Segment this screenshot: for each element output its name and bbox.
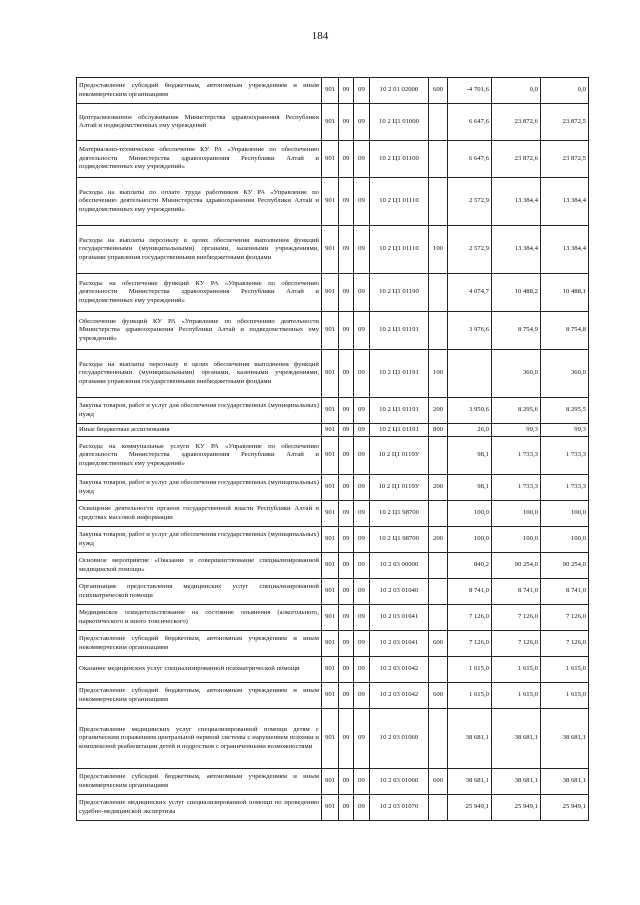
row-description: Закупка товаров, работ и услуг для обеспечения государственных (муниципальных) нужд: [77, 398, 322, 424]
row-description: Закупка товаров, работ и услуг для обеспечения государственных (муниципальных) нужд: [77, 527, 322, 553]
row-description: Предоставление субсидий бюджетным, автономным учреждениям и иным некоммерческим организациям: [77, 683, 322, 709]
row-section-code: 09: [339, 350, 354, 398]
row-target-article: 10 2 03 01040: [370, 579, 429, 605]
row-amount-3: 8 741,0: [541, 579, 589, 605]
row-amount-1: 98,1: [448, 437, 492, 475]
table-row: [77, 78, 589, 104]
row-target-article: 10 2 03 01060: [370, 769, 429, 795]
row-amount-1: 8 741,0: [448, 579, 492, 605]
row-target-article: 10 2 03 01070: [370, 795, 429, 821]
row-target-article: 10 2 03 01041: [370, 605, 429, 631]
row-amount-3: 1 733,3: [541, 437, 589, 475]
row-grbs-code: 901: [322, 437, 339, 475]
row-subsection-code: 09: [354, 527, 370, 553]
row-grbs-code: 901: [322, 78, 339, 104]
row-description: Расходы на выплаты по оплате труда работников КУ РА «Управление по обеспечению деятельности Министерства здравоохранения Республики Алтай и подведомственных ему учреждений»: [77, 178, 322, 226]
row-description: Предоставление субсидий бюджетным, автономным учреждениям и иным некоммерческим организациям: [77, 769, 322, 795]
row-amount-2: 25 949,1: [492, 795, 541, 821]
row-subsection-code: 09: [354, 769, 370, 795]
page-number: 184: [311, 30, 329, 42]
row-expense-type: [429, 312, 448, 350]
row-subsection-code: 09: [354, 553, 370, 579]
table-row: [77, 501, 589, 527]
row-amount-1: 3 950,6: [448, 398, 492, 424]
row-amount-1: 98,1: [448, 475, 492, 501]
row-amount-3: 8 295,5: [541, 398, 589, 424]
row-section-code: 09: [339, 657, 354, 683]
row-target-article: 10 2 Ц1 01190: [370, 274, 429, 312]
row-amount-2: 8 754,9: [492, 312, 541, 350]
row-subsection-code: 09: [354, 631, 370, 657]
row-amount-2: 0,0: [492, 78, 541, 104]
table-row: [77, 141, 589, 178]
row-subsection-code: 09: [354, 683, 370, 709]
row-description: Предоставление медицинских услуг специализированной помощи по проведению судебно-медицинской экспертизы: [77, 795, 322, 821]
row-amount-2: 1 733,3: [492, 437, 541, 475]
row-section-code: 09: [339, 631, 354, 657]
row-grbs-code: 901: [322, 605, 339, 631]
row-description: Медицинское освидетельствование на состояние опьянения (алкогольного, наркотического и иного токсического): [77, 605, 322, 631]
row-amount-1: 100,0: [448, 501, 492, 527]
row-description: Оказание медицинских услуг специализированной психиатрической помощи: [77, 657, 322, 683]
row-description: Основное мероприятие «Оказание и совершенствование специализированной медицинской помощи»: [77, 553, 322, 579]
row-expense-type: 600: [429, 631, 448, 657]
table-row: [77, 398, 589, 424]
row-section-code: 09: [339, 312, 354, 350]
row-grbs-code: 901: [322, 178, 339, 226]
row-section-code: 09: [339, 437, 354, 475]
row-target-article: 10 2 03 00000: [370, 553, 429, 579]
row-expense-type: 200: [429, 475, 448, 501]
row-subsection-code: 09: [354, 657, 370, 683]
row-grbs-code: 901: [322, 795, 339, 821]
row-expense-type: 100: [429, 226, 448, 274]
row-amount-2: 1 615,0: [492, 657, 541, 683]
table-row: [77, 104, 589, 141]
row-amount-2: 23 872,6: [492, 104, 541, 141]
row-amount-1: [448, 350, 492, 398]
table-row: [77, 226, 589, 274]
row-amount-2: 13 384,4: [492, 178, 541, 226]
row-amount-3: 23 872,5: [541, 104, 589, 141]
table-row: [77, 709, 589, 769]
row-amount-2: 38 681,1: [492, 769, 541, 795]
row-amount-2: 13 384,4: [492, 226, 541, 274]
row-grbs-code: 901: [322, 398, 339, 424]
row-grbs-code: 901: [322, 226, 339, 274]
table-row: [77, 683, 589, 709]
row-target-article: 10 2 01 02000: [370, 78, 429, 104]
row-subsection-code: 09: [354, 104, 370, 141]
row-expense-type: 600: [429, 78, 448, 104]
row-amount-1: 100,0: [448, 527, 492, 553]
row-amount-3: 38 681,1: [541, 769, 589, 795]
table-row: [77, 553, 589, 579]
row-description: Централизованное обслуживание Министерства здравоохранения Республики Алтай и подведомственных ему учреждений: [77, 104, 322, 141]
row-subsection-code: 09: [354, 274, 370, 312]
row-section-code: 09: [339, 424, 354, 437]
row-section-code: 09: [339, 274, 354, 312]
row-section-code: 09: [339, 178, 354, 226]
row-expense-type: 600: [429, 683, 448, 709]
row-grbs-code: 901: [322, 553, 339, 579]
row-amount-1: 7 126,0: [448, 605, 492, 631]
row-amount-1: 25 949,1: [448, 795, 492, 821]
table-row: [77, 350, 589, 398]
row-description: Предоставление медицинских услуг специализированной помощи детям с органическим поражением центральной нервной системы с нарушением психики и комплексной реабилитации детей и подростков с ограниченными возможностями: [77, 709, 322, 769]
row-expense-type: [429, 795, 448, 821]
budget-table: [76, 77, 589, 821]
row-amount-1: 1 615,0: [448, 657, 492, 683]
row-grbs-code: 901: [322, 631, 339, 657]
row-amount-2: 23 872,6: [492, 141, 541, 178]
row-target-article: 10 2 03 01041: [370, 631, 429, 657]
row-amount-2: 1 615,0: [492, 683, 541, 709]
row-target-article: 10 2 Ц1 01191: [370, 398, 429, 424]
row-amount-2: 10 488,2: [492, 274, 541, 312]
row-subsection-code: 09: [354, 78, 370, 104]
row-amount-3: 1 615,0: [541, 683, 589, 709]
row-section-code: 09: [339, 709, 354, 769]
row-amount-1: 38 681,1: [448, 769, 492, 795]
row-expense-type: [429, 437, 448, 475]
row-amount-1: -4 701,6: [448, 78, 492, 104]
row-amount-1: 4 074,7: [448, 274, 492, 312]
row-expense-type: [429, 141, 448, 178]
row-grbs-code: 901: [322, 350, 339, 398]
row-section-code: 09: [339, 78, 354, 104]
row-amount-2: 38 681,1: [492, 709, 541, 769]
row-amount-3: 0,0: [541, 78, 589, 104]
row-expense-type: [429, 605, 448, 631]
row-amount-1: 6 647,6: [448, 104, 492, 141]
row-expense-type: [429, 178, 448, 226]
row-grbs-code: 901: [322, 312, 339, 350]
row-target-article: 10 2 03 01042: [370, 657, 429, 683]
row-amount-3: 25 949,1: [541, 795, 589, 821]
row-amount-1: 26,0: [448, 424, 492, 437]
row-description: Закупка товаров, работ и услуг для обеспечения государственных (муниципальных) нужд: [77, 475, 322, 501]
row-description: Расходы на обеспечение функций КУ РА «Управление по обеспечению деятельности Министерства здравоохранения Республики Алтай и подведомственных ему учреждений»: [77, 274, 322, 312]
row-expense-type: [429, 501, 448, 527]
row-section-code: 09: [339, 226, 354, 274]
row-grbs-code: 901: [322, 657, 339, 683]
row-amount-3: 10 488,1: [541, 274, 589, 312]
row-section-code: 09: [339, 605, 354, 631]
row-amount-1: 2 572,9: [448, 226, 492, 274]
row-expense-type: 600: [429, 769, 448, 795]
row-description: Материально-техническое обеспечение КУ РА «Управление по обеспечению деятельности Министерства здравоохранения Республики Алтай и подведомственных ему учреждений»: [77, 141, 322, 178]
row-amount-3: 1 733,3: [541, 475, 589, 501]
row-subsection-code: 09: [354, 605, 370, 631]
row-subsection-code: 09: [354, 709, 370, 769]
row-expense-type: 800: [429, 424, 448, 437]
row-target-article: 10 2 Ц1 98700: [370, 501, 429, 527]
row-amount-3: 38 681,1: [541, 709, 589, 769]
row-expense-type: [429, 709, 448, 769]
row-grbs-code: 901: [322, 475, 339, 501]
row-description: Организация предоставления медицинских услуг специализированной психиатрической помощи: [77, 579, 322, 605]
row-amount-1: 38 681,1: [448, 709, 492, 769]
row-amount-3: 8 754,8: [541, 312, 589, 350]
table-row: [77, 424, 589, 437]
table-row: [77, 437, 589, 475]
table-row: [77, 631, 589, 657]
row-subsection-code: 09: [354, 501, 370, 527]
row-description: Обеспечение функций КУ РА «Управление по обеспечению деятельности Министерства здравоохранения Республики Алтай и подведомственных ему учреждений»: [77, 312, 322, 350]
row-subsection-code: 09: [354, 398, 370, 424]
row-section-code: 09: [339, 501, 354, 527]
row-amount-2: 8 295,6: [492, 398, 541, 424]
row-expense-type: [429, 553, 448, 579]
row-target-article: 10 2 Ц1 0119У: [370, 437, 429, 475]
row-grbs-code: 901: [322, 769, 339, 795]
row-target-article: 10 2 Ц1 01191: [370, 424, 429, 437]
row-subsection-code: 09: [354, 141, 370, 178]
row-grbs-code: 901: [322, 527, 339, 553]
table-row: [77, 657, 589, 683]
row-description: Предоставление субсидий бюджетным, автономным учреждениям и иным некоммерческим организациям: [77, 78, 322, 104]
table-row: [77, 769, 589, 795]
row-amount-3: 23 872,5: [541, 141, 589, 178]
row-target-article: 10 2 Ц1 01191: [370, 350, 429, 398]
table-row: [77, 274, 589, 312]
row-amount-3: 100,0: [541, 527, 589, 553]
row-description: Предоставление субсидий бюджетным, автономным учреждениям и иным некоммерческим организациям: [77, 631, 322, 657]
row-expense-type: [429, 579, 448, 605]
row-amount-3: 7 126,0: [541, 605, 589, 631]
row-amount-3: 90 254,0: [541, 553, 589, 579]
row-amount-1: 6 647,6: [448, 141, 492, 178]
row-target-article: 10 2 03 01042: [370, 683, 429, 709]
row-description: Иные бюджетные ассигнования: [77, 424, 322, 437]
row-amount-1: 7 126,0: [448, 631, 492, 657]
row-section-code: 09: [339, 141, 354, 178]
row-target-article: 10 2 Ц1 01110: [370, 178, 429, 226]
row-section-code: 09: [339, 398, 354, 424]
row-amount-3: 13 384,4: [541, 226, 589, 274]
row-target-article: 10 2 Ц1 0119У: [370, 475, 429, 501]
row-amount-1: 3 976,6: [448, 312, 492, 350]
row-subsection-code: 09: [354, 350, 370, 398]
row-amount-2: 7 126,0: [492, 605, 541, 631]
row-section-code: 09: [339, 475, 354, 501]
table-row: [77, 178, 589, 226]
row-section-code: 09: [339, 769, 354, 795]
row-section-code: 09: [339, 104, 354, 141]
row-amount-2: 1 733,3: [492, 475, 541, 501]
row-section-code: 09: [339, 683, 354, 709]
row-subsection-code: 09: [354, 437, 370, 475]
budget-table-body: [77, 78, 589, 821]
row-amount-1: 2 572,9: [448, 178, 492, 226]
row-amount-3: 13 384,4: [541, 178, 589, 226]
table-row: [77, 527, 589, 553]
row-grbs-code: 901: [322, 104, 339, 141]
row-amount-3: 99,3: [541, 424, 589, 437]
row-amount-1: 840,2: [448, 553, 492, 579]
table-row: [77, 312, 589, 350]
row-subsection-code: 09: [354, 226, 370, 274]
row-target-article: 10 2 Ц1 01110: [370, 226, 429, 274]
row-grbs-code: 901: [322, 424, 339, 437]
row-amount-2: 100,0: [492, 527, 541, 553]
row-subsection-code: 09: [354, 475, 370, 501]
row-grbs-code: 901: [322, 709, 339, 769]
row-expense-type: [429, 274, 448, 312]
row-grbs-code: 901: [322, 683, 339, 709]
row-expense-type: [429, 657, 448, 683]
row-amount-2: 100,0: [492, 501, 541, 527]
row-grbs-code: 901: [322, 141, 339, 178]
row-amount-3: 1 615,0: [541, 657, 589, 683]
row-section-code: 09: [339, 579, 354, 605]
row-subsection-code: 09: [354, 178, 370, 226]
row-target-article: 10 2 Ц1 01191: [370, 312, 429, 350]
row-target-article: 10 2 Ц1 98700: [370, 527, 429, 553]
table-row: [77, 579, 589, 605]
row-amount-3: 7 126,0: [541, 631, 589, 657]
row-amount-3: 100,0: [541, 501, 589, 527]
row-target-article: 10 2 Ц1 01100: [370, 141, 429, 178]
row-subsection-code: 09: [354, 312, 370, 350]
row-expense-type: 200: [429, 398, 448, 424]
row-subsection-code: 09: [354, 424, 370, 437]
row-amount-2: 99,3: [492, 424, 541, 437]
row-section-code: 09: [339, 553, 354, 579]
row-description: Расходы на выплаты персоналу в целях обеспечения выполнения функций государственными (муниципальными) органами, казенными учреждениями, органами управления государственными внебюджетными фондами: [77, 350, 322, 398]
row-expense-type: 100: [429, 350, 448, 398]
row-amount-2: 8 741,0: [492, 579, 541, 605]
row-description: Расходы на выплаты персоналу в целях обеспечения выполнения функций государственными (муниципальными) органами, казенными учреждениями, органами управления государственными внебюджетными фондами: [77, 226, 322, 274]
row-subsection-code: 09: [354, 579, 370, 605]
row-amount-2: 90 254,0: [492, 553, 541, 579]
row-description: Расходы на коммунальные услуги КУ РА «Управление по обеспечению деятельности Министерства здравоохранения Республики Алтай и подведомственных ему учреждений»: [77, 437, 322, 475]
row-expense-type: [429, 104, 448, 141]
row-section-code: 09: [339, 795, 354, 821]
row-section-code: 09: [339, 527, 354, 553]
row-grbs-code: 901: [322, 274, 339, 312]
row-grbs-code: 901: [322, 579, 339, 605]
row-grbs-code: 901: [322, 501, 339, 527]
row-amount-2: 7 126,0: [492, 631, 541, 657]
table-row: [77, 795, 589, 821]
table-row: [77, 475, 589, 501]
table-row: [77, 605, 589, 631]
row-expense-type: 200: [429, 527, 448, 553]
row-amount-2: 360,0: [492, 350, 541, 398]
row-subsection-code: 09: [354, 795, 370, 821]
row-amount-1: 1 615,0: [448, 683, 492, 709]
row-description: Освещение деятельности органов государственной власти Республики Алтай в средствах массовой информации: [77, 501, 322, 527]
row-target-article: 10 2 03 01060: [370, 709, 429, 769]
row-target-article: 10 2 Ц1 01000: [370, 104, 429, 141]
row-amount-3: 360,0: [541, 350, 589, 398]
